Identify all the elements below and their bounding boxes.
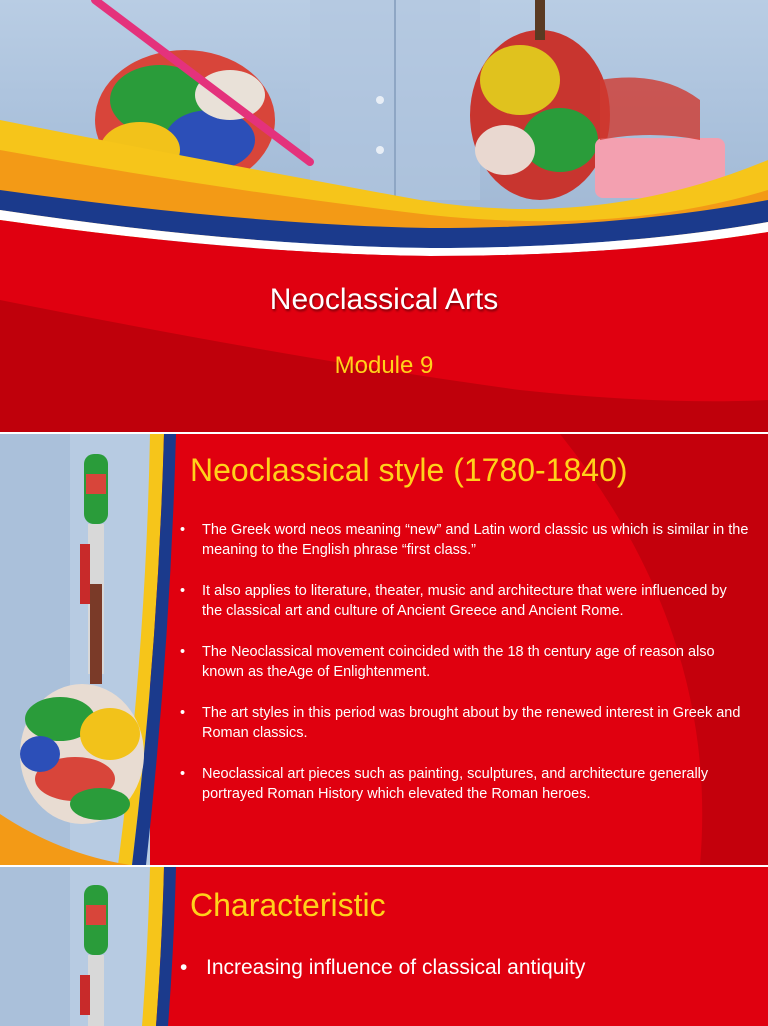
- title-slide: [0, 0, 768, 432]
- bullet-list: [180, 520, 750, 825]
- bullet-list: [180, 955, 750, 1002]
- slide-heading: Neoclassical style (1780-1840): [190, 452, 628, 488]
- slide-title: Neoclassical Arts: [269, 283, 499, 316]
- content-slide-neoclassical-style: [0, 434, 768, 865]
- bullet-item: • It also applies to literature, theater, music and architecture that were influenced by the classical art and culture of Ancient Greece and Ancient Rome.: [180, 581, 750, 621]
- content-slide-characteristic: [0, 867, 768, 1026]
- bullet-item: • Neoclassical art pieces such as painting, sculptures, and architecture generally portrayed Roman History which elevated the Roman heroes.: [180, 764, 750, 804]
- slide-heading: Characteristic: [190, 887, 386, 923]
- bullet-item: • The Neoclassical movement coincided with the 18 th century age of reason also known as theAge of Enlightenment.: [180, 642, 750, 682]
- painted-fist: [20, 684, 144, 824]
- bullet-item: • The Greek word neos meaning “new” and Latin word classic us which is similar in the meaning to the English phrase “first class.”: [180, 520, 750, 560]
- slide-subtitle: Module 9: [334, 352, 434, 379]
- bullet-item: • The art styles in this period was brought about by the renewed interest in Greek and Roman classics.: [180, 703, 750, 743]
- right-painted-hand: [470, 0, 725, 200]
- bullet-item: • Increasing influence of classical antiquity: [180, 955, 750, 981]
